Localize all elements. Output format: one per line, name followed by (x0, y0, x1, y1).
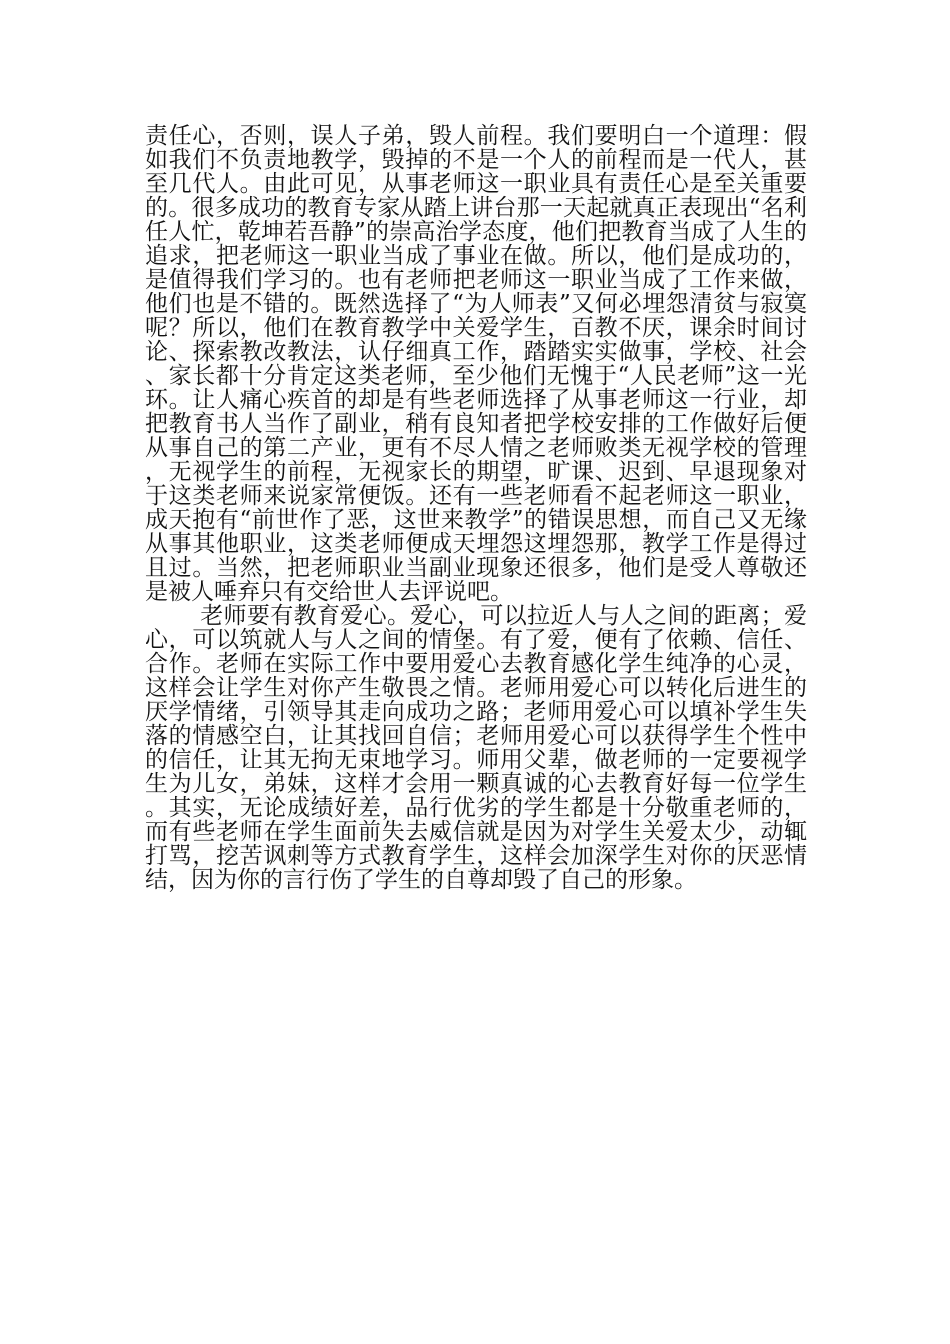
paragraph-love: 老师要有教育爱心。爱心，可以拉近人与人之间的距离；爱心，可以筑就人与人之间的情堡。有了爱，便有了依赖、信任、合作。老师在实际工作中要用爱心去教育感化学生纯净的心灵，这样会让学生对你产生敬畏之情。老师用爱心可以转化后进生的厌学情绪，引领导其走向成功之路；老师用爱心可以填补学生失落的情感空白，让其找回自信；老师用爱心可以获得学生个性中的信任，让其无拘无束地学习。师用父辈，做老师的一定要视学生为儿女，弟妹，这样才会用一颗真诚的心去教育好每一位学生。其实，无论成绩好差，品行优劣的学生都是十分敬重老师的，而有些老师在学生面前失去威信就是因为对学生关爱太少，动辄打骂，挖苦讽刺等方式教育学生，这样会加深学生对你的厌恶情结，因为你的言行伤了学生的自尊却毁了自己的形象。 (145, 603, 807, 893)
body-text (145, 124, 807, 892)
paragraph-responsibility: 责任心，否则，误人子弟，毁人前程。我们要明白一个道理：假如我们不负责地教学，毁掉的不是一个人的前程而是一代人，甚至几代人。由此可见，从事老师这一职业具有责任心是至关重要的。很多成功的教育专家从踏上讲台那一天起就真正表现出“名利任人忙，乾坤若吾静”的崇高治学态度，他们把教育当成了人生的追求，把老师这一职业当成了事业在做。所以，他们是成功的，是值得我们学习的。也有老师把老师这一职业当成了工作来做，他们也是不错的。既然选择了“为人师表”又何必埋怨清贫与寂寞呢？所以，他们在教育教学中关爱学生，百教不厌，课余时间讨论、探索教改教法，认仔细真工作，踏踏实实做事，学校、社会、家长都十分肯定这类老师，至少他们无愧于“人民老师”这一光环。让人痛心疾首的却是有些老师选择了从事老师这一行业，却把教育书人当作了副业，稍有良知者把学校安排的工作做好后便从事自己的第二产业，更有不尽人情之老师败类无视学校的管理，无视学生的前程，无视家长的期望，旷课、迟到、早退现象对于这类老师来说家常便饭。还有一些老师看不起老师这一职业，成天抱有“前世作了恶，这世来教学”的错误思想，而自己又无缘从事其他职业，这类老师便成天埋怨这埋怨那，教学工作是得过且过。当然，把老师职业当副业现象还很多，他们是受人尊敬还是被人唾弃只有交给世人去评说吧。 (145, 123, 807, 605)
